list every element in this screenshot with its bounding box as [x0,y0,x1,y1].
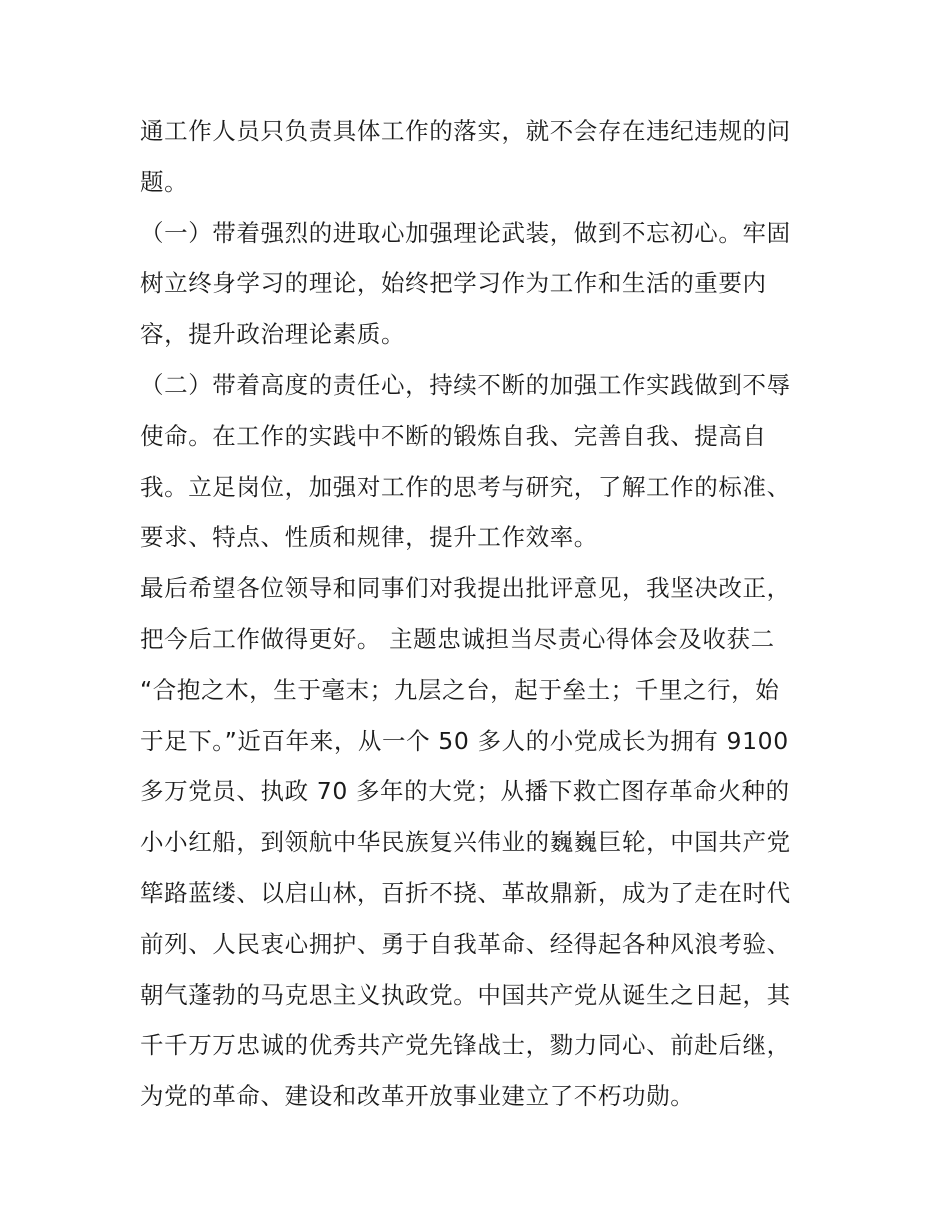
text-line: 千千万万忠诚的优秀共产党先锋战士，勠力同心、前赴后继， [140,1031,791,1060]
text-line: 容，提升政治理论素质。 [140,320,406,349]
text-line: 最后希望各位领导和同事们对我提出批评意见，我坚决改正， [140,574,791,603]
text-line: “合抱之木，生于毫末；九层之台，起于垒土；千里之行，始 [140,675,780,704]
text-line: 多万党员、执政 70 多年的大党；从播下救亡图存革命火种的 [140,777,790,806]
text-line: 使命。在工作的实践中不断的锻炼自我、完善自我、提高自 [140,421,767,450]
text-line: 前列、人民衷心拥护、勇于自我革命、经得起各种风浪考验、 [140,929,791,958]
text-line: 我。立足岗位，加强对工作的思考与研究，了解工作的标准、 [140,472,791,501]
text-line: 题。 [140,167,189,196]
text-line: 筚路蓝缕、以启山林，百折不挠、革故鼎新，成为了走在时代 [140,878,791,907]
text-line: 朝气蓬勃的马克思主义执政党。中国共产党从诞生之日起，其 [140,980,791,1009]
text-line: 要求、特点、性质和规律，提升工作效率。 [140,523,598,552]
text-line: 把今后工作做得更好。 主题忠诚担当尽责心得体会及收获二 [140,624,775,653]
text-line: 小小红船，到领航中华民族复兴伟业的巍巍巨轮，中国共产党 [140,828,791,857]
text-line: 于足下。”近百年来，从一个 50 多人的小党成长为拥有 9100 [140,726,789,755]
document-body [140,106,820,1122]
text-line: （一）带着强烈的进取心加强理论武装，做到不忘初心。牢固 [140,218,791,247]
text-line: 为党的革命、建设和改革开放事业建立了不朽功勋。 [140,1082,695,1111]
text-line: 通工作人员只负责具体工作的落实，就不会存在违纪违规的问 [140,117,791,145]
text-line: 树立终身学习的理论，始终把学习作为工作和生活的重要内 [140,269,767,298]
text-line: （二）带着高度的责任心，持续不断的加强工作实践做到不辱 [140,370,791,399]
